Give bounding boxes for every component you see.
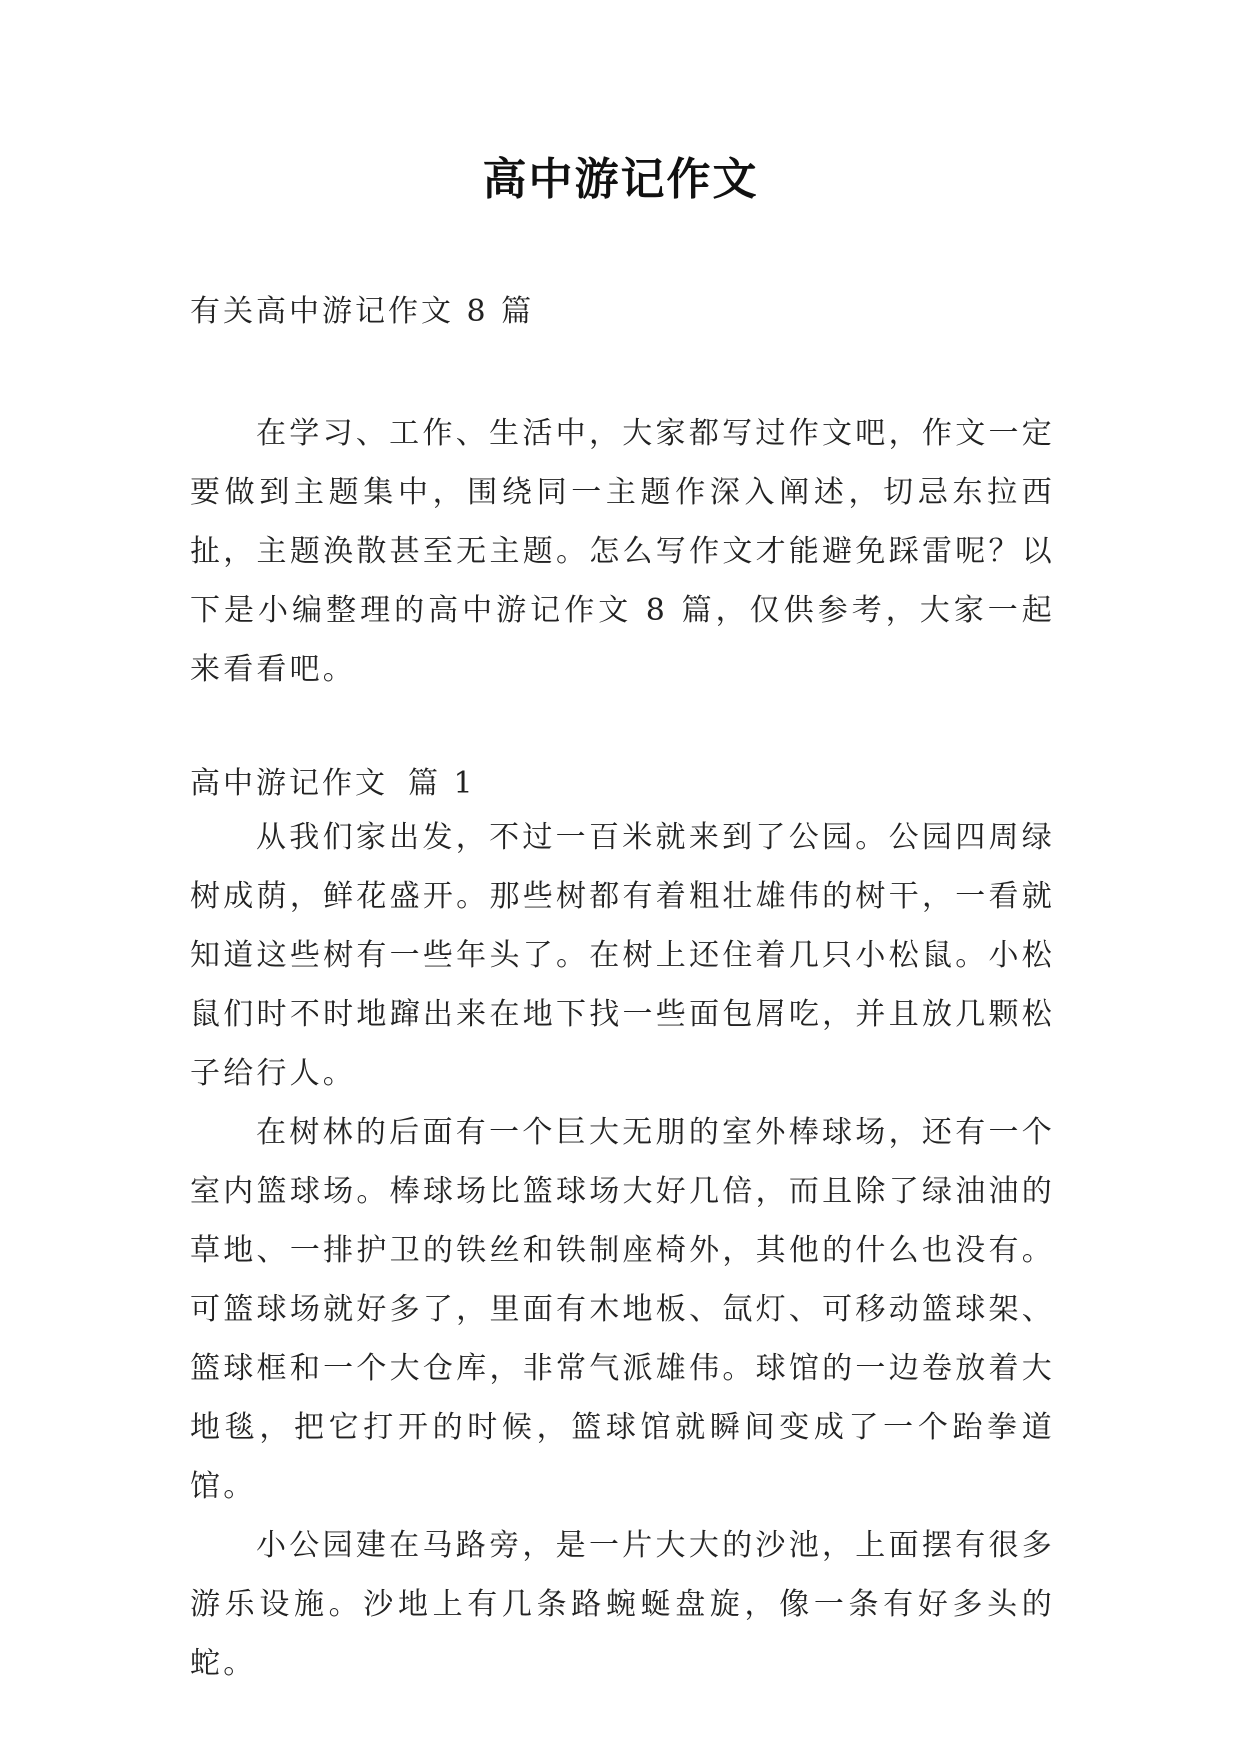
page-title: 高中游记作文	[482, 154, 759, 205]
paragraph: 从我们家出发，不过一百米就来到了公园。公园四周绿树成荫，鲜花盛开。那些树都有着粗壮雄伟的树干，一看就知道这些树有一些年头了。在树上还住着几只小松鼠。小松鼠们时不时地蹿出来在地下找一些面包屑吃，并且放几颗松子给行人。	[190, 820, 1055, 1091]
intro-block	[190, 404, 1055, 699]
essay-body	[190, 808, 1055, 1693]
paragraph: 小公园建在马路旁，是一片大大的沙池，上面摆有很多游乐设施。沙地上有几条路蜿蜒盘旋，像一条有好多头的蛇。	[190, 1528, 1055, 1681]
section-heading-title: 高中游记作文	[190, 766, 388, 801]
section-heading-number: 篇 1	[408, 766, 476, 801]
paragraph: 在树林的后面有一个巨大无朋的室外棒球场，还有一个室内篮球场。棒球场比篮球场大好几倍，而且除了绿油油的草地、一排护卫的铁丝和铁制座椅外，其他的什么也没有。可篮球场就好多了，里面有木地板、氙灯、可移动篮球架、篮球框和一个大仓库，非常气派雄伟。球馆的一边卷放着大地毯，把它打开的时候，篮球馆就瞬间变成了一个跆拳道馆。	[190, 1115, 1055, 1504]
section-heading	[190, 762, 476, 806]
intro-paragraph: 在学习、工作、生活中，大家都写过作文吧，作文一定要做到主题集中，围绕同一主题作深入阐述，切忌东拉西扯，主题涣散甚至无主题。怎么写作文才能避免踩雷呢？以下是小编整理的高中游记作文 8 篇，仅供参考，大家一起来看看吧。	[190, 416, 1055, 687]
document-subtitle: 有关高中游记作文 8 篇	[190, 294, 535, 329]
